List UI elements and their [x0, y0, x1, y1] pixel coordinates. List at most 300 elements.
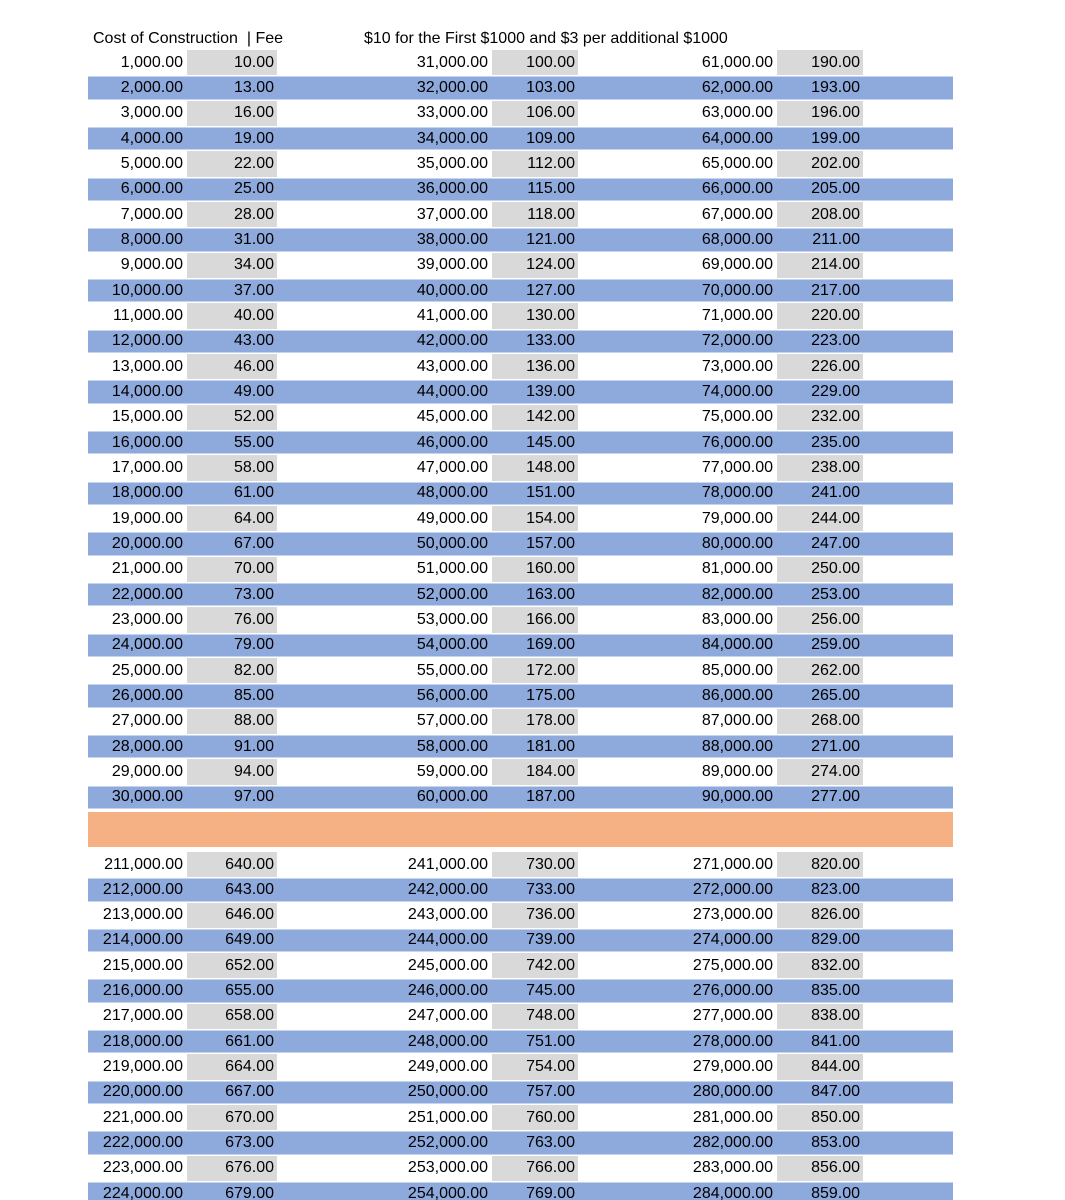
fee-cell: 58.00 [187, 455, 277, 480]
fee-cell: 277.00 [811, 788, 860, 806]
fee-cell: 757.00 [526, 1083, 575, 1101]
cost-cell: 281,000.00 [692, 1108, 773, 1126]
fee-cell: 202.00 [777, 151, 863, 176]
cost-cell: 11,000.00 [113, 306, 183, 324]
fee-cell: 274.00 [777, 759, 863, 784]
fee-cell: 43.00 [233, 332, 274, 350]
fee-cell: 52.00 [187, 405, 277, 430]
spacer-cell [863, 877, 953, 902]
cost-cell: 70,000.00 [701, 281, 773, 299]
cost-cell: 216,000.00 [102, 982, 183, 1000]
cost-cell: 44,000.00 [416, 382, 488, 400]
spacer-cell [277, 1156, 362, 1181]
spacer-cell [863, 50, 953, 75]
spacer-cell [277, 126, 362, 151]
spacer-cell [863, 405, 953, 430]
spacer-cell [277, 455, 362, 480]
cost-cell: 217,000.00 [102, 1007, 183, 1025]
cost-cell: 273,000.00 [692, 906, 773, 924]
cost-cell: 87,000.00 [701, 712, 773, 730]
table-row [88, 953, 953, 978]
cost-cell: 12,000.00 [111, 332, 183, 350]
fee-cell: 79.00 [233, 636, 274, 654]
spacer-cell [578, 607, 662, 632]
spacer-cell [277, 852, 362, 877]
spacer-cell [277, 303, 362, 328]
cost-cell: 6,000.00 [120, 180, 183, 198]
fee-cell: 232.00 [777, 405, 863, 430]
spacer-cell [277, 75, 362, 100]
cost-cell: 15,000.00 [111, 408, 183, 426]
fee-cell: 112.00 [492, 151, 578, 176]
cost-cell: 254,000.00 [407, 1184, 488, 1200]
fee-cell: 736.00 [492, 903, 578, 928]
cost-cell: 56,000.00 [416, 686, 488, 704]
fee-cell: 262.00 [777, 658, 863, 683]
fee-cell: 190.00 [777, 50, 863, 75]
fee-cell: 196.00 [777, 101, 863, 126]
spacer-cell [578, 1181, 662, 1200]
table-row [88, 582, 953, 607]
spacer-cell [863, 759, 953, 784]
fee-cell: 199.00 [811, 129, 860, 147]
spacer-cell [277, 354, 362, 379]
cost-cell: 8,000.00 [120, 230, 183, 248]
fee-cell: 115.00 [527, 180, 575, 198]
spacer-cell [863, 253, 953, 278]
cost-cell: 20,000.00 [111, 534, 183, 552]
cost-cell: 1,000.00 [120, 53, 183, 71]
spacer-cell [277, 582, 362, 607]
table-row [88, 506, 953, 531]
fee-cell: 829.00 [811, 931, 860, 949]
spacer-cell [578, 253, 662, 278]
table-row [88, 329, 953, 354]
cost-cell: 5,000.00 [120, 154, 183, 172]
spacer-cell [277, 1080, 362, 1105]
table-row [88, 177, 953, 202]
spacer-cell [277, 329, 362, 354]
table-header-row [88, 28, 953, 50]
spacer-cell [277, 1004, 362, 1029]
fee-cell: 208.00 [777, 202, 863, 227]
fee-schedule-table [88, 28, 953, 1200]
table-row [88, 1054, 953, 1079]
cost-cell: 283,000.00 [692, 1159, 773, 1177]
fee-cell: 46.00 [187, 354, 277, 379]
fee-cell: 91.00 [233, 737, 274, 755]
table-row [88, 903, 953, 928]
fee-cell: 106.00 [492, 101, 578, 126]
spacer-cell [277, 557, 362, 582]
spacer-cell [578, 734, 662, 759]
spacer-cell [277, 1105, 362, 1130]
spacer-cell [863, 227, 953, 252]
cost-cell: 27,000.00 [111, 712, 183, 730]
fee-cell: 124.00 [492, 253, 578, 278]
spacer-cell [578, 481, 662, 506]
spacer-cell [863, 531, 953, 556]
fee-cell: 676.00 [187, 1156, 277, 1181]
cost-cell: 76,000.00 [701, 433, 773, 451]
spacer-cell [578, 531, 662, 556]
fee-cell: 652.00 [187, 953, 277, 978]
cost-cell: 89,000.00 [701, 762, 773, 780]
spacer-cell [578, 405, 662, 430]
fee-rows-section-2 [88, 852, 953, 1200]
cost-cell: 245,000.00 [407, 956, 488, 974]
table-row [88, 50, 953, 75]
cost-cell: 223,000.00 [102, 1159, 183, 1177]
cost-cell: 74,000.00 [701, 382, 773, 400]
fee-cell: 835.00 [811, 982, 860, 1000]
spacer-cell [277, 1130, 362, 1155]
fee-cell: 223.00 [811, 332, 860, 350]
cost-cell: 63,000.00 [701, 104, 773, 122]
cost-cell: 40,000.00 [416, 281, 488, 299]
fee-cell: 169.00 [526, 636, 575, 654]
spacer-cell [578, 903, 662, 928]
cost-cell: 279,000.00 [692, 1058, 773, 1076]
spacer-cell [578, 75, 662, 100]
spacer-cell [277, 953, 362, 978]
spacer-cell [863, 303, 953, 328]
cost-cell: 68,000.00 [701, 230, 773, 248]
fee-cell: 61.00 [233, 484, 274, 502]
fee-cell: 751.00 [526, 1032, 575, 1050]
cost-cell: 272,000.00 [692, 880, 773, 898]
cost-cell: 19,000.00 [111, 509, 183, 527]
spacer-cell [578, 658, 662, 683]
spacer-cell [578, 1029, 662, 1054]
cost-cell: 212,000.00 [102, 880, 183, 898]
cost-cell: 246,000.00 [407, 982, 488, 1000]
spacer-cell [863, 455, 953, 480]
cost-cell: 9,000.00 [120, 256, 183, 274]
fee-cell: 103.00 [526, 78, 575, 96]
cost-cell: 73,000.00 [701, 357, 773, 375]
fee-cell: 247.00 [811, 534, 860, 552]
cost-cell: 23,000.00 [111, 610, 183, 628]
cost-cell: 224,000.00 [102, 1184, 183, 1200]
spacer-cell [863, 430, 953, 455]
fee-cell: 172.00 [492, 658, 578, 683]
cost-cell: 211,000.00 [104, 855, 183, 873]
fee-cell: 673.00 [225, 1134, 274, 1152]
fee-cell: 22.00 [187, 151, 277, 176]
spacer-cell [578, 379, 662, 404]
fee-cell: 850.00 [777, 1105, 863, 1130]
spacer-cell [863, 582, 953, 607]
table-row [88, 455, 953, 480]
spacer-cell [863, 658, 953, 683]
cost-cell: 242,000.00 [407, 880, 488, 898]
spacer-cell [277, 430, 362, 455]
cost-cell: 248,000.00 [407, 1032, 488, 1050]
cost-cell: 62,000.00 [701, 78, 773, 96]
fee-cell: 94.00 [187, 759, 277, 784]
fee-formula-label: $10 for the First $1000 and $3 per additional $1000 [364, 30, 728, 47]
spacer-cell [277, 405, 362, 430]
fee-cell: 55.00 [233, 433, 274, 451]
table-row [88, 557, 953, 582]
spacer-cell [578, 582, 662, 607]
table-row [88, 101, 953, 126]
fee-cell: 13.00 [233, 78, 274, 96]
fee-cell: 844.00 [777, 1054, 863, 1079]
cost-cell: 276,000.00 [692, 982, 773, 1000]
fee-cell: 142.00 [492, 405, 578, 430]
table-row [88, 227, 953, 252]
spacer-cell [277, 1029, 362, 1054]
cost-cell: 26,000.00 [111, 686, 183, 704]
spacer-cell [277, 683, 362, 708]
cost-cell: 49,000.00 [416, 509, 488, 527]
cost-cell: 215,000.00 [102, 956, 183, 974]
spacer-cell [578, 928, 662, 953]
cost-cell: 275,000.00 [692, 956, 773, 974]
cost-cell: 33,000.00 [416, 104, 488, 122]
cost-cell: 85,000.00 [701, 661, 773, 679]
cost-cell: 218,000.00 [102, 1032, 183, 1050]
fee-cell: 670.00 [187, 1105, 277, 1130]
cost-cell: 274,000.00 [692, 931, 773, 949]
cost-cell: 54,000.00 [416, 636, 488, 654]
fee-cell: 109.00 [526, 129, 575, 147]
cost-cell: 10,000.00 [111, 281, 183, 299]
table-row [88, 1130, 953, 1155]
spacer-cell [863, 177, 953, 202]
spacer-cell [578, 1130, 662, 1155]
spacer-cell [863, 633, 953, 658]
fee-cell: 640.00 [187, 852, 277, 877]
fee-cell: 85.00 [233, 686, 274, 704]
cost-cell: 59,000.00 [416, 762, 488, 780]
cost-cell: 80,000.00 [701, 534, 773, 552]
spacer-cell [578, 303, 662, 328]
fee-cell: 730.00 [492, 852, 578, 877]
spacer-cell [277, 658, 362, 683]
fee-cell: 859.00 [811, 1184, 860, 1200]
cost-cell: 31,000.00 [416, 53, 488, 71]
spacer-cell [578, 1080, 662, 1105]
fee-cell: 151.00 [526, 484, 575, 502]
spacer-cell [277, 101, 362, 126]
fee-cell: 181.00 [526, 737, 575, 755]
cost-cell: 64,000.00 [701, 129, 773, 147]
cost-cell: 79,000.00 [701, 509, 773, 527]
cost-cell: 51,000.00 [416, 560, 488, 578]
spacer-cell [863, 557, 953, 582]
cost-cell: 47,000.00 [416, 458, 488, 476]
table-title: Cost of Construction | Fee [93, 30, 284, 47]
fee-cell: 754.00 [492, 1054, 578, 1079]
table-row [88, 1181, 953, 1200]
fee-cell: 220.00 [777, 303, 863, 328]
table-row [88, 734, 953, 759]
fee-cell: 841.00 [811, 1032, 860, 1050]
fee-rows-section-1 [88, 50, 953, 810]
table-row [88, 1105, 953, 1130]
spacer-cell [578, 709, 662, 734]
cost-cell: 22,000.00 [111, 585, 183, 603]
spacer-cell [863, 683, 953, 708]
spacer-cell [277, 877, 362, 902]
cost-cell: 37,000.00 [416, 205, 488, 223]
cost-cell: 17,000.00 [111, 458, 183, 476]
spacer-cell [863, 734, 953, 759]
fee-cell: 31.00 [233, 230, 274, 248]
spacer-cell [578, 852, 662, 877]
fee-cell: 157.00 [526, 534, 575, 552]
fee-cell: 40.00 [187, 303, 277, 328]
cost-cell: 36,000.00 [416, 180, 488, 198]
cost-cell: 219,000.00 [102, 1058, 183, 1076]
cost-cell: 77,000.00 [701, 458, 773, 476]
spacer-cell [277, 151, 362, 176]
cost-cell: 67,000.00 [701, 205, 773, 223]
spacer-cell [578, 227, 662, 252]
spacer-cell [578, 557, 662, 582]
cost-cell: 282,000.00 [692, 1134, 773, 1152]
cost-cell: 16,000.00 [111, 433, 183, 451]
spacer-cell [863, 1029, 953, 1054]
fee-cell: 661.00 [225, 1032, 274, 1050]
cost-cell: 90,000.00 [701, 788, 773, 806]
cost-cell: 249,000.00 [407, 1058, 488, 1076]
table-row [88, 759, 953, 784]
table-row [88, 1004, 953, 1029]
fee-cell: 67.00 [233, 534, 274, 552]
spacer-cell [277, 1181, 362, 1200]
cost-cell: 72,000.00 [701, 332, 773, 350]
spacer-cell [578, 1105, 662, 1130]
fee-cell: 655.00 [225, 982, 274, 1000]
fee-cell: 184.00 [492, 759, 578, 784]
cost-cell: 81,000.00 [701, 560, 773, 578]
fee-cell: 838.00 [777, 1004, 863, 1029]
fee-cell: 643.00 [225, 880, 274, 898]
fee-cell: 25.00 [233, 180, 274, 198]
fee-cell: 229.00 [811, 382, 860, 400]
spacer-cell [863, 278, 953, 303]
spacer-cell [863, 101, 953, 126]
table-row [88, 658, 953, 683]
fee-cell: 127.00 [526, 281, 575, 299]
spacer-cell [863, 329, 953, 354]
cost-cell: 25,000.00 [111, 661, 183, 679]
fee-cell: 259.00 [811, 636, 860, 654]
cost-cell: 60,000.00 [416, 788, 488, 806]
fee-cell: 265.00 [811, 686, 860, 704]
spacer-cell [277, 903, 362, 928]
cost-cell: 278,000.00 [692, 1032, 773, 1050]
fee-cell: 145.00 [526, 433, 575, 451]
spacer-cell [863, 607, 953, 632]
cost-cell: 71,000.00 [701, 306, 773, 324]
cost-cell: 250,000.00 [407, 1083, 488, 1101]
spacer-cell [277, 379, 362, 404]
spacer-cell [578, 177, 662, 202]
fee-cell: 214.00 [777, 253, 863, 278]
fee-cell: 256.00 [777, 607, 863, 632]
fee-cell: 823.00 [811, 880, 860, 898]
fee-cell: 16.00 [187, 101, 277, 126]
spacer-cell [863, 852, 953, 877]
spacer-cell [863, 379, 953, 404]
table-row [88, 852, 953, 877]
table-row [88, 430, 953, 455]
cost-cell: 213,000.00 [102, 906, 183, 924]
cost-cell: 4,000.00 [120, 129, 183, 147]
spacer-cell [277, 481, 362, 506]
cost-cell: 35,000.00 [416, 154, 488, 172]
fee-cell: 745.00 [526, 982, 575, 1000]
cost-cell: 241,000.00 [407, 855, 488, 873]
fee-cell: 187.00 [526, 788, 575, 806]
spacer-cell [578, 1004, 662, 1029]
fee-cell: 847.00 [811, 1083, 860, 1101]
table-row [88, 531, 953, 556]
fee-cell: 37.00 [233, 281, 274, 299]
fee-cell: 250.00 [777, 557, 863, 582]
cost-cell: 271,000.00 [692, 855, 773, 873]
cost-cell: 222,000.00 [102, 1134, 183, 1152]
spacer-cell [578, 430, 662, 455]
table-row [88, 126, 953, 151]
cost-cell: 220,000.00 [102, 1083, 183, 1101]
cost-cell: 46,000.00 [416, 433, 488, 451]
spacer-cell [863, 1004, 953, 1029]
table-row [88, 354, 953, 379]
cost-cell: 243,000.00 [407, 906, 488, 924]
spacer-cell [277, 709, 362, 734]
spacer-cell [863, 481, 953, 506]
cost-cell: 86,000.00 [701, 686, 773, 704]
table-row [88, 202, 953, 227]
spacer-cell [578, 329, 662, 354]
spacer-cell [578, 683, 662, 708]
cost-cell: 280,000.00 [692, 1083, 773, 1101]
cost-cell: 84,000.00 [701, 636, 773, 654]
fee-cell: 100.00 [492, 50, 578, 75]
spacer-cell [863, 126, 953, 151]
cost-cell: 13,000.00 [111, 357, 183, 375]
fee-cell: 253.00 [811, 585, 860, 603]
cost-cell: 52,000.00 [416, 585, 488, 603]
spacer-cell [863, 1156, 953, 1181]
fee-cell: 244.00 [777, 506, 863, 531]
fee-cell: 160.00 [492, 557, 578, 582]
spacer-cell [277, 253, 362, 278]
table-row [88, 151, 953, 176]
spacer-cell [277, 785, 362, 810]
fee-cell: 742.00 [492, 953, 578, 978]
cost-cell: 251,000.00 [407, 1108, 488, 1126]
fee-cell: 118.00 [492, 202, 578, 227]
spacer-cell [578, 633, 662, 658]
fee-cell: 679.00 [225, 1184, 274, 1200]
fee-cell: 136.00 [492, 354, 578, 379]
spacer-cell [277, 177, 362, 202]
spacer-cell [863, 1181, 953, 1200]
spacer-cell [863, 202, 953, 227]
spacer-cell [578, 953, 662, 978]
spacer-cell [277, 928, 362, 953]
fee-cell: 193.00 [811, 78, 860, 96]
cost-cell: 253,000.00 [407, 1159, 488, 1177]
fee-cell: 241.00 [811, 484, 860, 502]
